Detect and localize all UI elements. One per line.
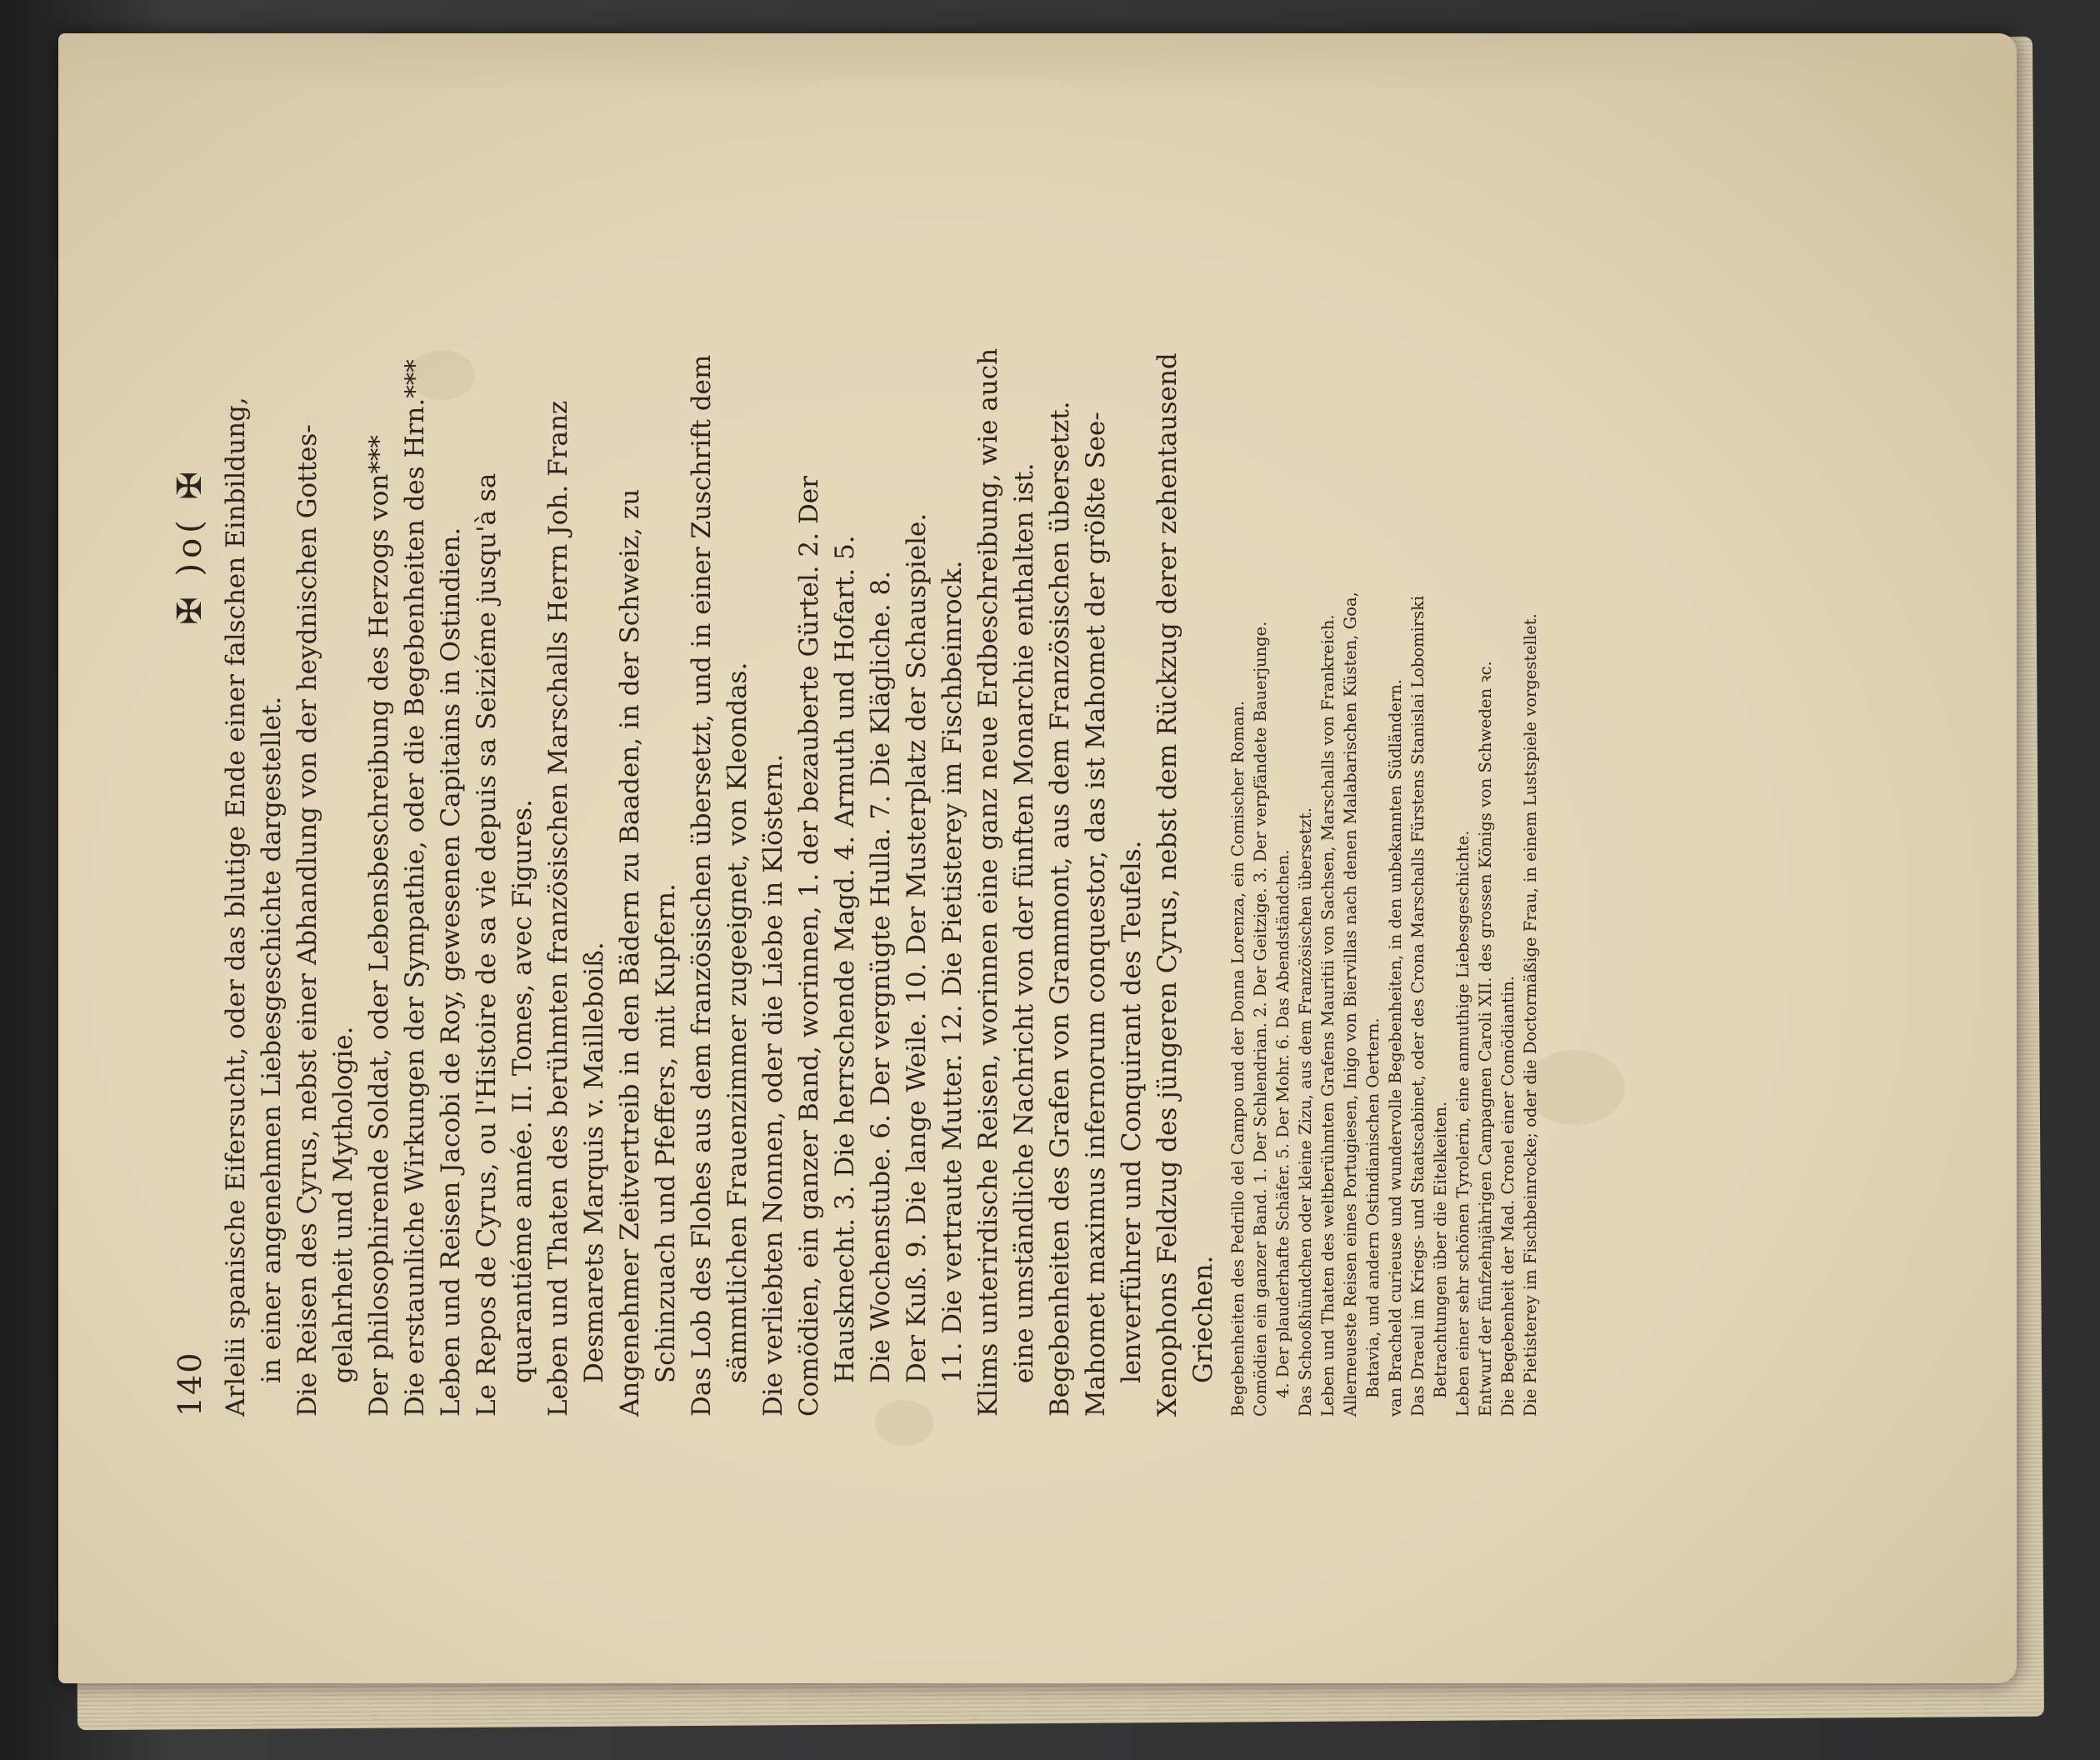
small-book-entry: Entwurf der fünfzehnjährigen Campagnen Caroli XII. des grossen Königs von Schweden ꝛc. bbox=[1476, 661, 1495, 1417]
book-entry: Begebenheiten des Grafen von Grammont, aus dem Französischen übersetzt. bbox=[1045, 401, 1075, 1417]
book-entry: Xenophons Feldzug des jüngeren Cyrus, nebst dem Rückzug derer zehentausend Griechen. bbox=[1152, 352, 1218, 1417]
page-number: 140 bbox=[172, 1351, 208, 1417]
small-book-entry: Leben und Thaten des weltberühmten Grafens Mauritii von Sachsen, Marschalls von Frankreich. bbox=[1318, 614, 1338, 1417]
small-book-entry: Die Begebenheit der Mad. Cronel einer Comödiantin. bbox=[1498, 975, 1518, 1417]
book-entry: Angenehmer Zeitvertreib in den Bädern zu Baaden, in der Schweiz, zu Schinzuach und Pfeffers, mit Kupfern. bbox=[615, 488, 681, 1417]
rotated-text-block bbox=[167, 133, 1540, 1417]
book-entry: Klims unterirdische Reisen, worinnen eine ganz neue Erdbeschreibung, wie auch eine umständliche Nachricht von der fünften Monarchie enthalten ist. bbox=[973, 348, 1039, 1417]
small-book-entry: Das Schooßhündchen oder kleine Zizu, aus dem Französischen übersetzt. bbox=[1296, 808, 1315, 1417]
small-book-entry: Begebenheiten des Pedrillo del Campo und der Donna Lorenza, ein Comischer Roman. bbox=[1228, 700, 1248, 1417]
small-book-entry: Comödien ein ganzer Band. 1. Der Schlendrian. 2. Der Geitzige. 3. Der verpfändete Bauerjunge. 4. Der plauderhafte Schäfer. 5. Der Mohr. 6. Das Abendständchen. bbox=[1251, 621, 1292, 1417]
book-entry: Das Lob des Flohes aus dem französischen übersetzt, und in einer Zuschrift dem sämmtlichen Frauenzimmer zugeeignet, von Kleondas. bbox=[687, 354, 752, 1417]
small-book-entry: Leben einer sehr schönen Tyrolerin, eine anmuthige Liebesgeschichte. bbox=[1453, 830, 1472, 1417]
small-book-entry: Allerneueste Reisen eines Portugiesen, Inigo von Biervillas nach denen Malabarischen Küsten, Goa, Batavia, und andern Ostindianischen Oertern. bbox=[1341, 592, 1382, 1417]
book-entry: Mahomet maximus infernorum conquestor, das ist Mahomet der größte See- lenverführer und Conquirant des Teufels. bbox=[1081, 412, 1147, 1417]
book-entry: Leben und Reisen Jacobi de Roy, gewesenen Capitains in Ostindien. bbox=[436, 527, 466, 1417]
small-book-entry: Die Pietisterey im Fischbeinrocke; oder die Doctormäßige Frau, in einem Lustspiele vorgestellet. bbox=[1521, 613, 1540, 1417]
small-book-entry: Das Draeul im Kriegs- und Staatscabinet, oder des Crona Marschalls Fürstens Stanislai Lobomirski Betrachtungen über die Eitelkeiten. bbox=[1408, 595, 1450, 1417]
book-list bbox=[218, 133, 1222, 1417]
book-entry: Die verliebten Nonnen, oder die Liebe in Klöstern. bbox=[758, 753, 788, 1417]
book-entry: Le Repos de Cyrus, ou l'Histoire de sa vie depuis sa Seiziéme jusqu'à sa quarantiéme année. II. Tomes, avec Figures. bbox=[472, 472, 538, 1417]
running-head bbox=[167, 133, 213, 1417]
book-entry: Die Reisen des Cyrus, nebst einer Abhandlung von der heydnischen Gottes- gelahrheit und Mythologie. bbox=[292, 424, 358, 1417]
book-entry: Der philosophirende Soldat, oder Lebensbeschreibung des Herzogs von*** bbox=[364, 435, 394, 1417]
small-print-book-list bbox=[1227, 133, 1542, 1417]
book-entry: Arlelii spanische Eifersucht, oder das blutige Ende einer falschen Einbildung, in einer angenehmen Liebesgeschichte dargestellet. bbox=[221, 397, 287, 1417]
book-entry: Comödien, ein ganzer Band, worinnen, 1. der bezauberte Gürtel. 2. Der Hausknecht. 3. Die herrschende Magd. 4. Armuth und Hofart. 5. Die Wochenstube. 6. Der vergnügte Hulla. 7. Die Klägliche. 8. Der Kuß. 9. Die lange Weile. 10. Der Musterplatz der Schauspiele. 11. Die vertraute Mutter. 12. Die Pietisterey im Fischbeinrock. bbox=[794, 476, 968, 1417]
book-entry: Die erstaunliche Wirkungen der Sympathie, oder die Begebenheiten des Hrn.*** bbox=[400, 359, 430, 1417]
book-entry: Leben und Thaten des berühmten französischen Marschalls Herrn Joh. Franz Desmarets Marquis v. Mailleboiß. bbox=[543, 400, 609, 1417]
small-book-entry: van Bracheld curieuse und wundervolle Begebenheiten, in den unbekannten Südländern. bbox=[1386, 678, 1405, 1417]
header-ornament: ✠ )o( ✠ bbox=[171, 467, 209, 625]
page-gutter-shadow bbox=[58, 33, 2017, 92]
